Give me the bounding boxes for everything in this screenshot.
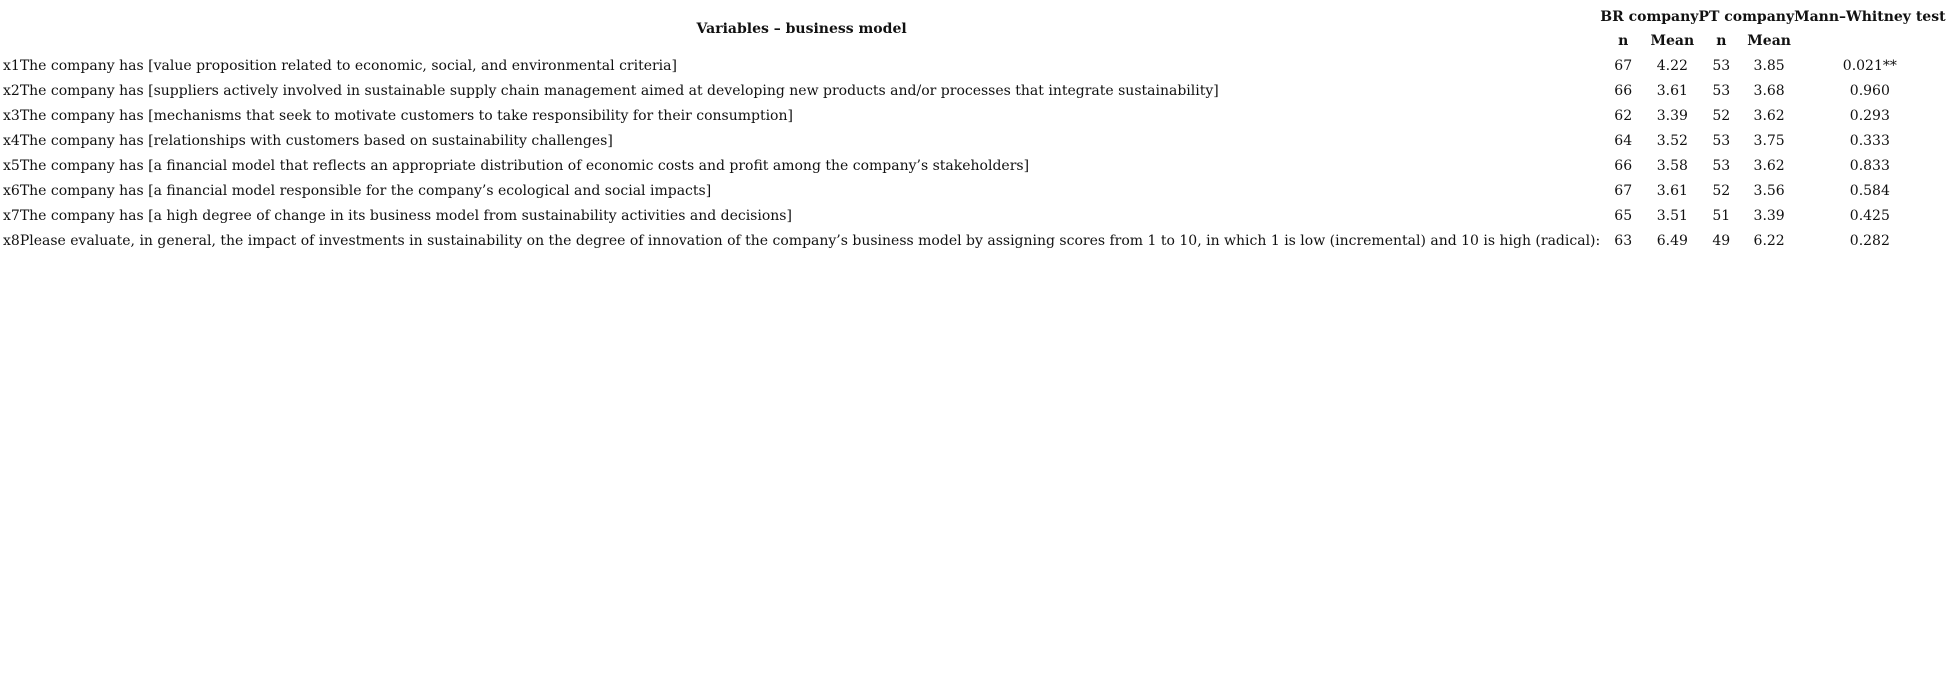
- row-mann-whitney: 0.960: [1849, 82, 1890, 99]
- row-pt-n: 51: [1712, 207, 1731, 224]
- row-code: x4: [3, 132, 20, 149]
- row-statement: The company has [mechanisms that seek to motivate customers to take responsibility for their consumption]: [19, 107, 793, 124]
- row-pt-n: 53: [1712, 82, 1731, 99]
- row-br-mean: 3.52: [1656, 132, 1688, 149]
- row-pt-mean: 3.62: [1753, 157, 1785, 174]
- row-pt-mean: 3.39: [1753, 207, 1785, 224]
- row-statement: The company has [a high degree of change in its business model from sustainability activities and decisions]: [19, 207, 792, 224]
- row-br-n: 63: [1614, 232, 1633, 249]
- row-code: x7: [3, 207, 20, 224]
- row-statement: The company has [a financial model that reflects an appropriate distribution of economic costs and profit among the company’s stakeholders]: [19, 157, 1030, 174]
- row-pt-n: 49: [1712, 232, 1731, 249]
- row-pt-n: 52: [1712, 107, 1731, 124]
- row-br-n: 65: [1614, 207, 1633, 224]
- header-row-groups: [3, 5, 1946, 29]
- pt-n-header: n: [1716, 33, 1727, 49]
- table-row: [3, 203, 1946, 228]
- row-code: x6: [3, 182, 20, 199]
- row-mann-whitney: 0.833: [1849, 157, 1890, 174]
- mann-whitney-subheader-empty: [1794, 29, 1945, 53]
- row-code: x3: [3, 107, 20, 124]
- table-row: [3, 53, 1946, 78]
- row-mann-whitney: 0.293: [1849, 107, 1890, 124]
- row-br-mean: 4.22: [1656, 57, 1688, 74]
- row-pt-n: 53: [1712, 157, 1731, 174]
- pt-mean-header: Mean: [1747, 33, 1791, 49]
- row-br-n: 66: [1614, 82, 1633, 99]
- table-row: [3, 103, 1946, 128]
- row-mann-whitney: 0.333: [1849, 132, 1890, 149]
- row-mann-whitney: 0.282: [1849, 232, 1890, 249]
- row-br-n: 62: [1614, 107, 1633, 124]
- pt-company-header: PT company: [1698, 9, 1795, 25]
- row-br-mean: 6.49: [1656, 232, 1688, 249]
- row-br-n: 66: [1614, 157, 1633, 174]
- row-code: x2: [3, 82, 20, 99]
- row-br-mean: 3.39: [1656, 107, 1688, 124]
- row-mann-whitney: 0.584: [1849, 182, 1890, 199]
- row-pt-mean: 3.62: [1753, 107, 1785, 124]
- br-n-header: n: [1618, 33, 1629, 49]
- row-br-mean: 3.61: [1656, 82, 1688, 99]
- row-br-mean: 3.61: [1656, 182, 1688, 199]
- row-statement: The company has [value proposition related to economic, social, and environmental criteria]: [19, 57, 677, 74]
- row-pt-n: 52: [1712, 182, 1731, 199]
- row-pt-n: 53: [1712, 57, 1731, 74]
- row-statement: The company has [a financial model responsible for the company’s ecological and social impacts]: [19, 182, 712, 199]
- row-pt-mean: 3.85: [1753, 57, 1785, 74]
- row-pt-mean: 3.75: [1753, 132, 1785, 149]
- table-row: [3, 128, 1946, 153]
- row-code: x1: [3, 57, 20, 74]
- row-statement: The company has [suppliers actively involved in sustainable supply chain management aimed at developing new products and/or processes that integrate sustainability]: [19, 82, 1219, 99]
- row-pt-mean: 6.22: [1753, 232, 1785, 249]
- row-mann-whitney: 0.021**: [1842, 57, 1897, 74]
- table-row: [3, 228, 1946, 253]
- table-row: [3, 78, 1946, 103]
- variables-header: Variables – business model: [696, 21, 907, 37]
- row-code: x8: [3, 232, 20, 249]
- row-statement: Please evaluate, in general, the impact of investments in sustainability on the degree of innovation of the company’s business model by assigning scores from 1 to 10, in which 1 is low (incremental) and 10 is high (radical):: [19, 232, 1601, 249]
- table-row: [3, 153, 1946, 178]
- row-code: x5: [3, 157, 20, 174]
- row-pt-mean: 3.56: [1753, 182, 1785, 199]
- row-br-n: 67: [1614, 182, 1633, 199]
- row-br-n: 67: [1614, 57, 1633, 74]
- row-br-mean: 3.51: [1656, 207, 1688, 224]
- table-row: [3, 178, 1946, 203]
- br-mean-header: Mean: [1650, 33, 1695, 49]
- mann-whitney-header: Mann–Whitney test: [1794, 9, 1946, 25]
- row-pt-mean: 3.68: [1753, 82, 1785, 99]
- row-br-mean: 3.58: [1656, 157, 1688, 174]
- row-br-n: 64: [1614, 132, 1633, 149]
- br-company-header: BR company: [1600, 9, 1699, 25]
- row-mann-whitney: 0.425: [1849, 207, 1890, 224]
- row-statement: The company has [relationships with customers based on sustainability challenges]: [19, 132, 613, 149]
- results-table: [3, 5, 1946, 253]
- row-pt-n: 53: [1712, 132, 1731, 149]
